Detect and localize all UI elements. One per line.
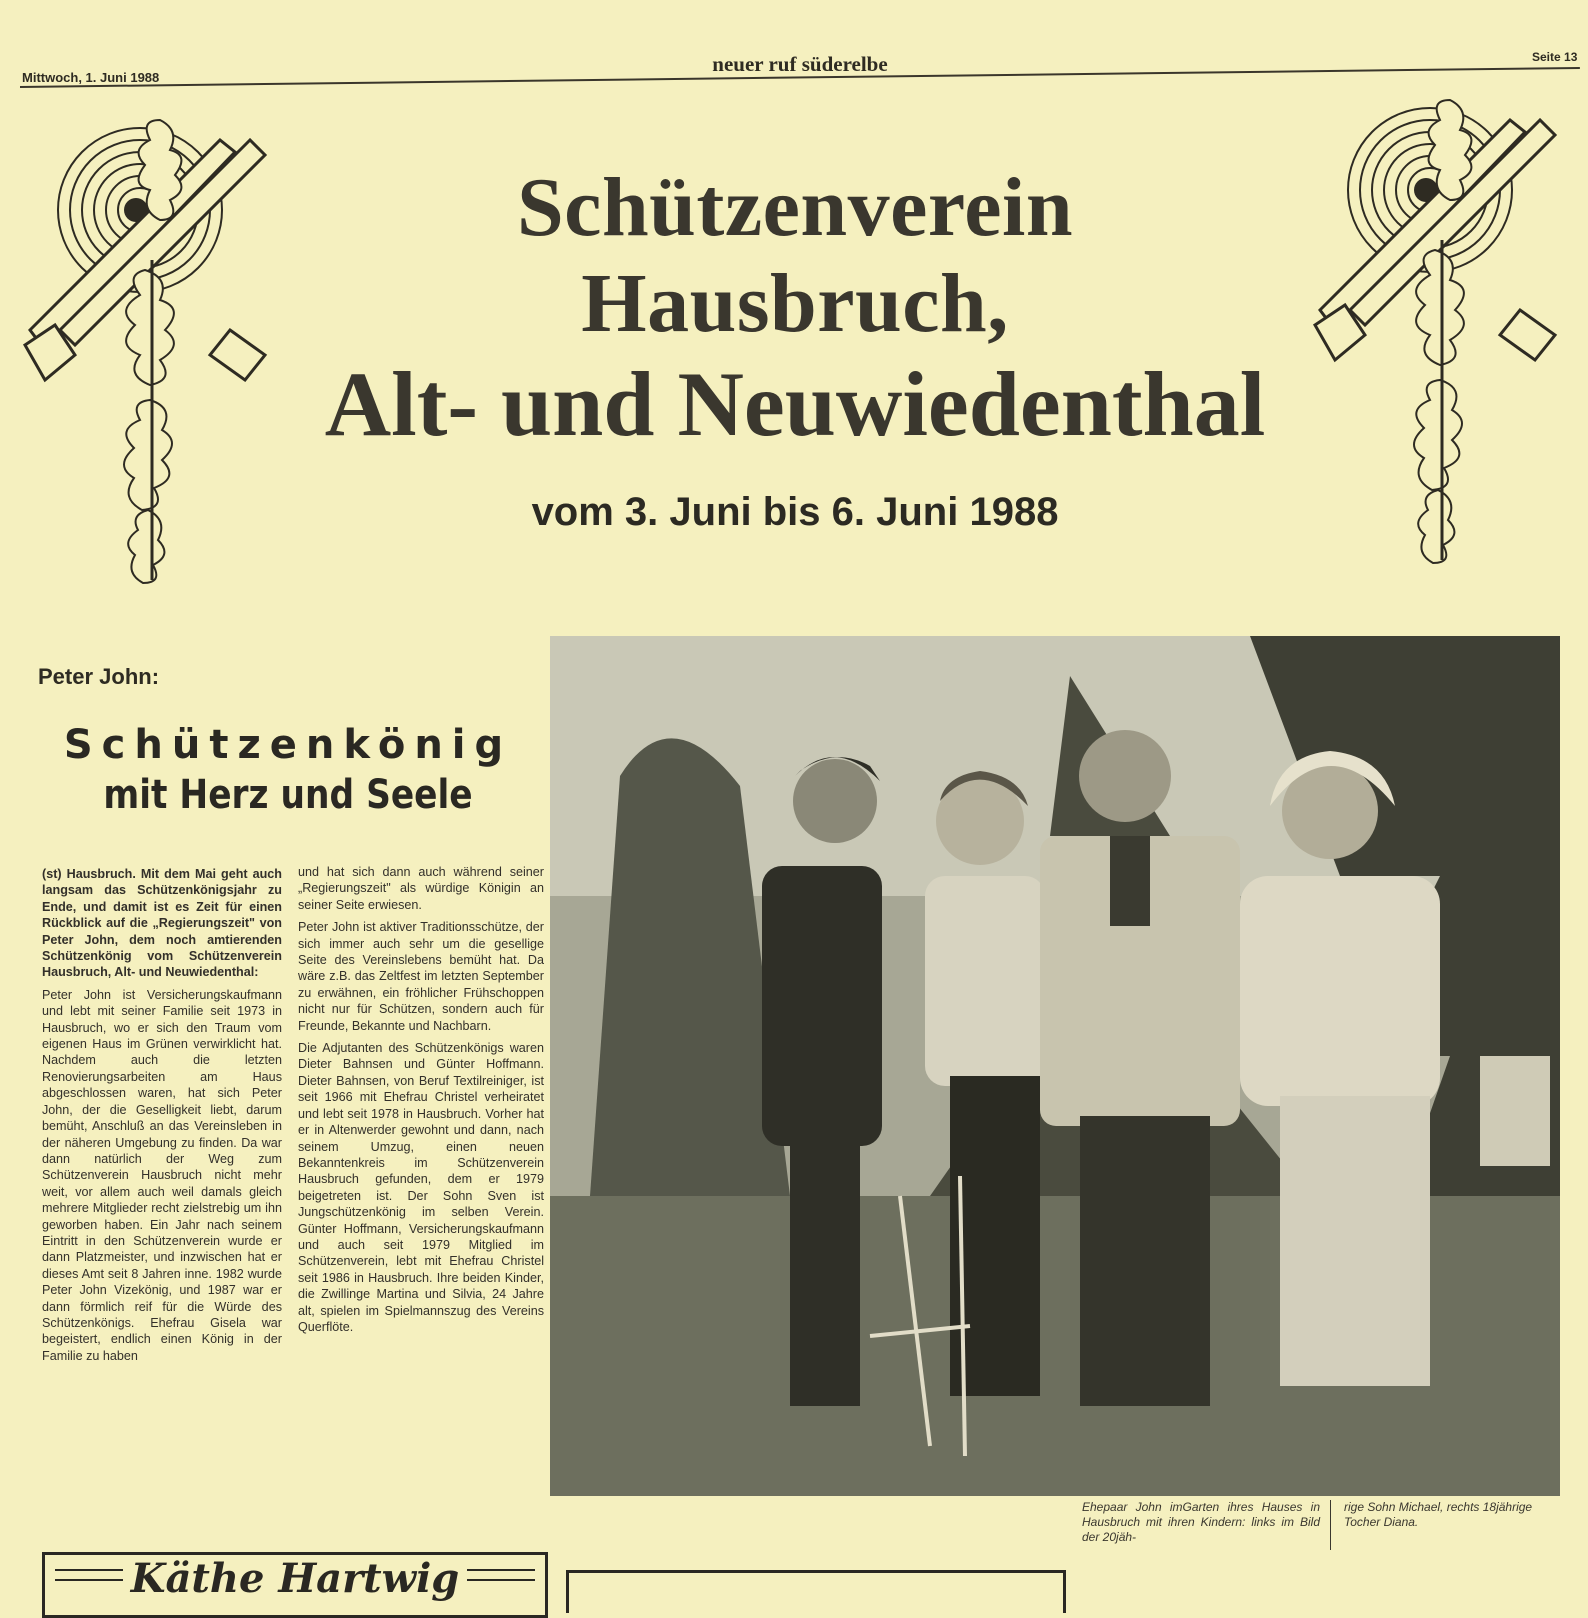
article-column-1 xyxy=(42,866,282,1370)
headline-line-2: Hausbruch, xyxy=(581,257,1009,350)
article-paragraph: Peter John ist aktiver Traditionsschütze, der sich immer auch sehr um die gesellige Seite des Vereinslebens bemüht hat. Da wäre z.B. das Zeltfest im letzten September zu erwähnen, ein fröhlicher Frühschoppen nicht nur für Schützen, sondern auch für Freunde, Bekannte und Nachbarn. xyxy=(298,920,544,1033)
article-title-line-2: mit Herz und Seele xyxy=(103,772,473,818)
article-kicker: Peter John: xyxy=(38,664,160,689)
headline-line-1: Schützenverein xyxy=(516,161,1074,254)
article-paragraph: Peter John ist Versicherungskaufmann und lebt mit seiner Familie seit 1973 in Hausbruch, wo er sich den Traum vom eigenen Haus im Grünen verwirklicht hat. Nachdem auch die letzten Renovierungsarbeiten am Haus abgeschlossen waren, hat sich Peter John, der die Geselligkeit liebt, darum bemüht, Anschluß an das Vereinsleben in der näheren Umgebung zu finden. Da war dann natürlich der Weg zum Schützenverein Hausbruch nicht mehr weit, vor allem auch weil damals gleich mehrere Mitglieder recht zielstrebig um ihn geworben haben. Ein Jahr nach seinem Eintritt in den Schützenverein wurde er dann Platzmeister, und inzwischen hat er dieses Amt seit 8 Jahren inne. 1982 wurde Peter John Vizekönig, und 1987 war er dann förmlich reif für die Würde des Schützenkönigs. Ehefrau Gisela war begeistert, endlich einen König in der Familie zu haben xyxy=(42,987,282,1363)
advertisement-box xyxy=(42,1552,548,1618)
page-number: Seite 13 xyxy=(1532,50,1578,64)
article-column-2 xyxy=(298,864,544,1341)
article-lead: (st) Hausbruch. Mit dem Mai geht auch langsam das Schützenkönigsjahr zu Ende, und damit ist es Zeit für einen Rückblick auf die „Regierungszeit" von Peter John, dem noch amtierenden Schützenkönig vom Schützenverein Hausbruch, Alt- und Neuwiedenthal: xyxy=(42,867,282,980)
target-emblem-right xyxy=(1300,80,1570,590)
advertiser-name: Käthe Hartwig xyxy=(130,1555,460,1602)
article-paragraph: Die Adjutanten des Schützenkönigs waren Dieter Bahnsen und Günter Hoffmann. Dieter Bahnsen, von Beruf Textilreiniger, ist seit 1966 mit Ehefrau Christel verheiratet und lebt seit 1978 in Hausbruch. Vorher hat er in Altenwerder gewohnt und dann, nach seinem Umzug, einen neuen Bekanntenkreis im Schützenverein Hausbruch gefunden, dem er 1979 beigetreten ist. Der Sohn Sven ist Jungschützenkönig im selben Verein. Günter Hoffmann, Versicherungskaufmann und auch seit 1979 Mitglied im Schützenverein, lebt mit Ehefrau Christel seit 1986 in Hausbruch. Ihre beiden Kinder, die Zwillinge Martina und Silvia, 24 Jahre alt, spielen im Spielmannszug des Vereins Querflöte. xyxy=(298,1041,544,1334)
headline-line-3: Alt- und Neuwiedenthal xyxy=(324,353,1266,455)
issue-date: Mittwoch, 1. Juni 1988 xyxy=(22,70,160,85)
target-rifles-oak-icon xyxy=(20,100,290,610)
article-title-line-1: Schützenkönig xyxy=(63,722,513,768)
photo-caption-right: rige Sohn Michael, rechts 18jährige Tocher Diana. xyxy=(1344,1500,1533,1529)
family-photo xyxy=(550,636,1560,1496)
article-paragraph: und hat sich dann auch während seiner „Regierungszeit" als würdige Königin an seiner Seite erwiesen. xyxy=(298,865,544,912)
family-photo-image xyxy=(550,636,1560,1496)
newspaper-name: neuer ruf süderelbe xyxy=(712,52,888,76)
photo-caption-left: Ehepaar John imGarten ihres Hauses in Hausbruch mit ihren Kindern: links im Bild der 20jäh- xyxy=(1082,1500,1320,1544)
caption-divider xyxy=(1330,1500,1331,1550)
advertisement-box-2 xyxy=(566,1570,1066,1613)
target-emblem-left xyxy=(20,100,290,610)
main-headline xyxy=(260,160,1330,456)
target-rifles-oak-icon xyxy=(1300,80,1570,590)
event-dates: vom 3. Juni bis 6. Juni 1988 xyxy=(531,490,1059,534)
